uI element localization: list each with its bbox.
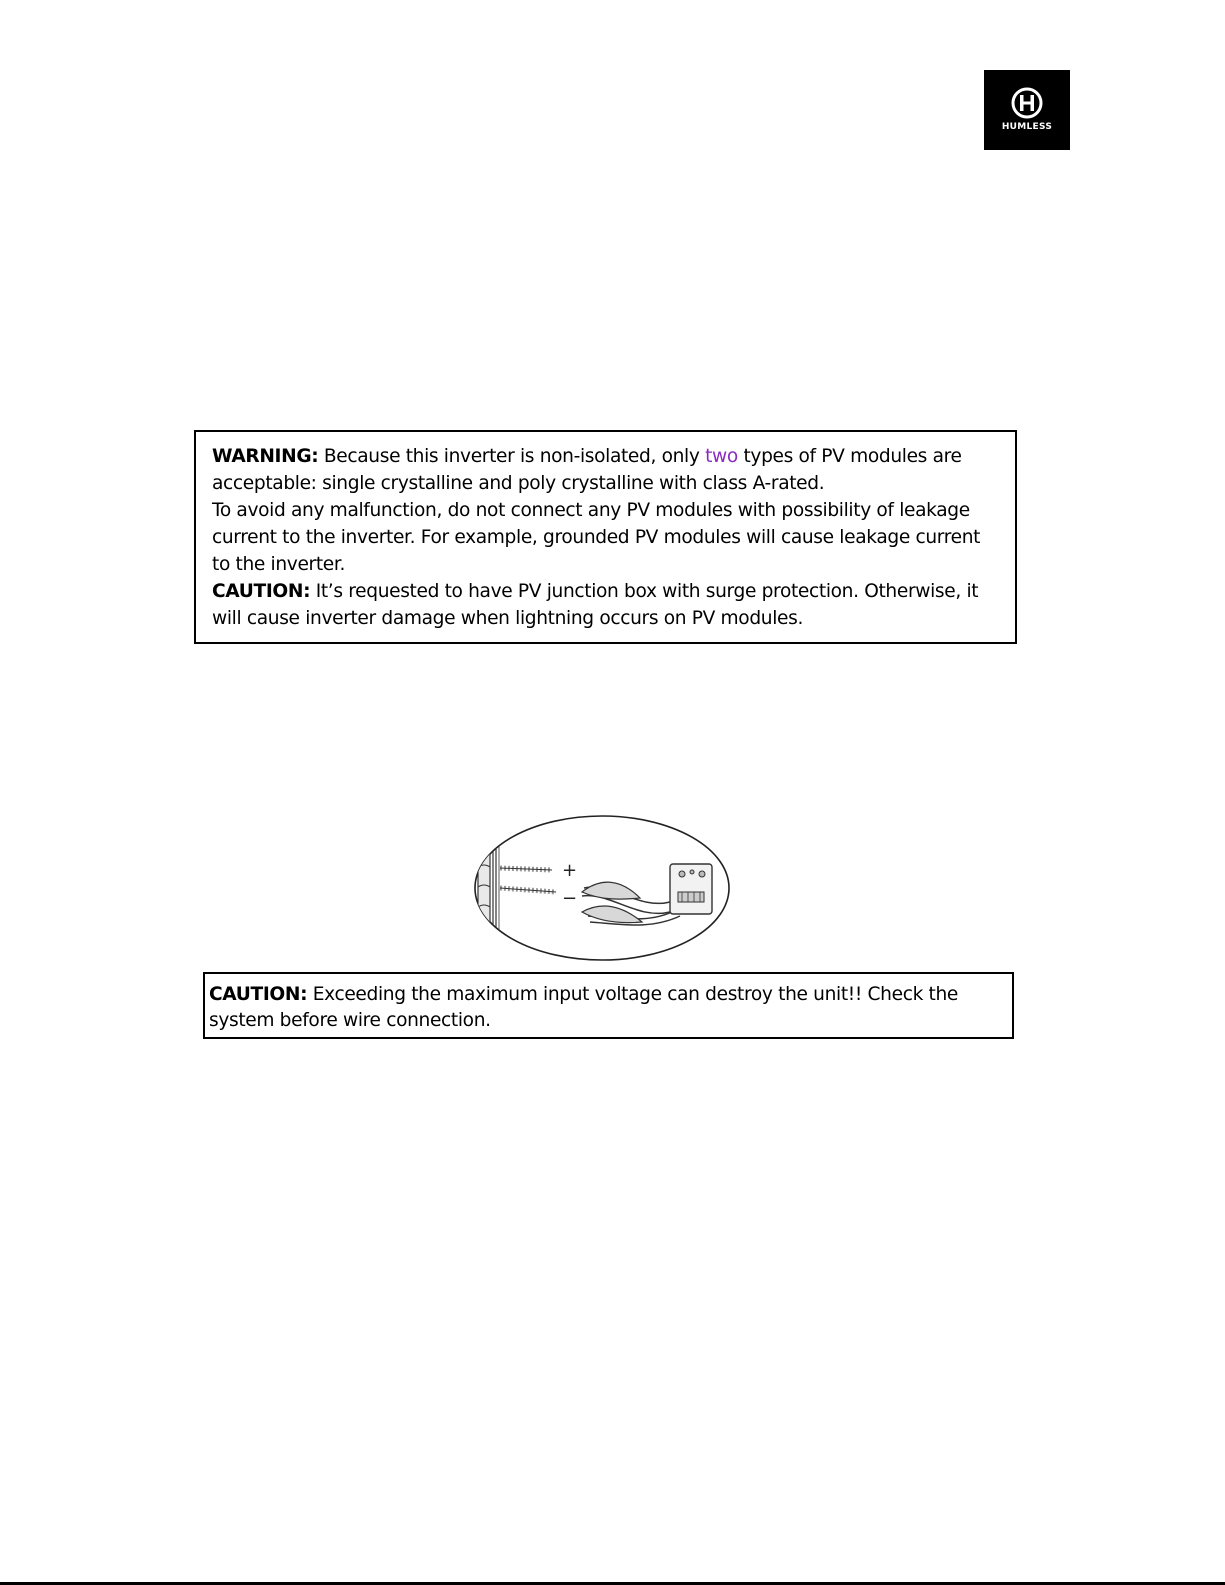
warning-highlight: two <box>705 446 738 467</box>
caution-box-label: CAUTION: <box>209 984 308 1005</box>
caution-box <box>203 972 1014 1039</box>
warning-label: WARNING: <box>212 446 319 467</box>
caution-text: It’s requested to have PV junction box with surge protection. Otherwise, it will cause inverter damage when lightning occurs on PV modules. <box>212 581 979 629</box>
caution-box-text: Exceeding the maximum input voltage can destroy the unit!! Check the system before wire connection. <box>209 984 959 1031</box>
caution-box-paragraph <box>209 982 1008 1034</box>
warning-text-2: types of PV modules are acceptable: single crystalline and poly crystalline with class A-rated. <box>212 446 962 494</box>
malfunction-paragraph: To avoid any malfunction, do not connect any PV modules with possibility of leakage current to the inverter. For example, grounded PV modules will cause leakage current to the inverter. <box>212 500 981 575</box>
minus-symbol: − <box>562 888 578 909</box>
caution-paragraph <box>212 578 999 632</box>
pv-wiring-illustration <box>470 812 735 964</box>
logo-text: HUMLESS <box>1001 122 1053 132</box>
warning-paragraph <box>212 443 999 497</box>
warning-text-1: Because this inverter is non-isolated, only <box>318 446 706 467</box>
plus-symbol: + <box>562 860 578 881</box>
caution-label: CAUTION: <box>212 581 311 602</box>
warning-box <box>194 430 1017 644</box>
humless-logo <box>984 70 1070 150</box>
logo-mark-icon <box>984 70 1070 150</box>
